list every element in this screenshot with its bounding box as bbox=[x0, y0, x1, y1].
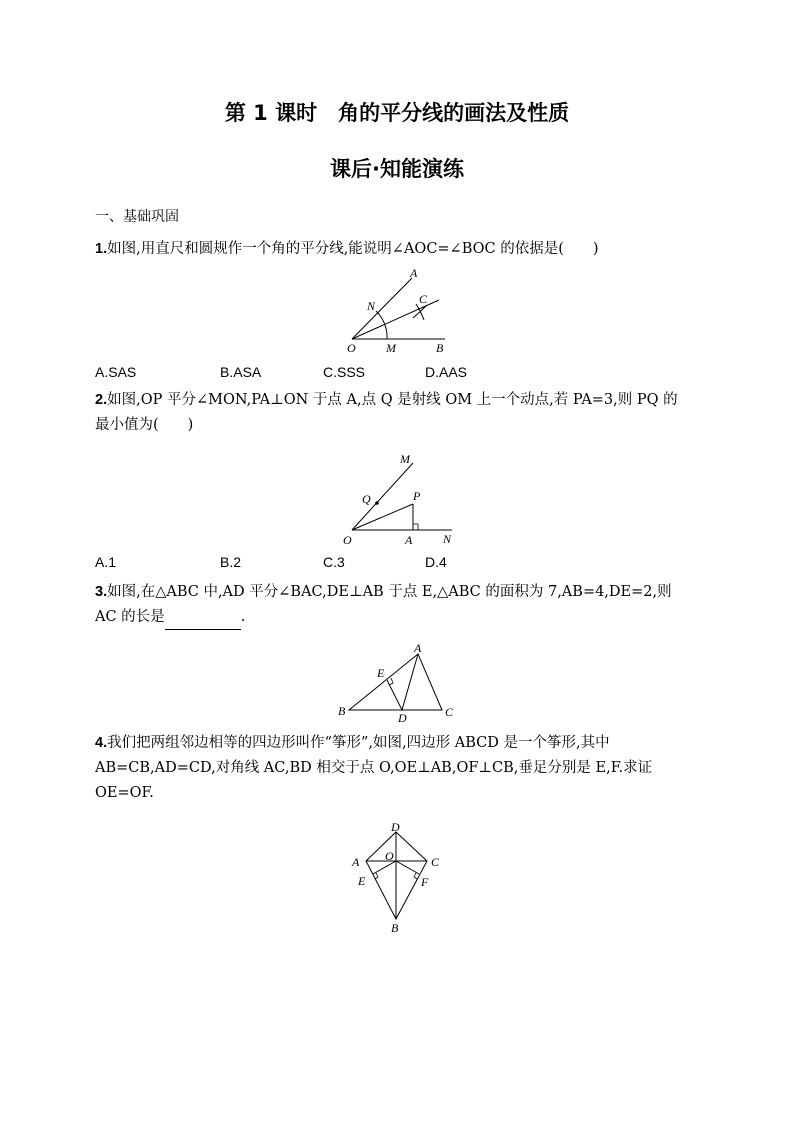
question-text-end: . bbox=[240, 609, 246, 625]
question-text: 如图,用直尺和圆规作一个角的平分线,能说明∠AOC=∠BOC 的依据是( ) bbox=[107, 241, 599, 257]
label-A: A bbox=[410, 266, 418, 280]
label-B: B bbox=[436, 341, 444, 355]
label-E: E bbox=[377, 666, 385, 680]
label-B: B bbox=[338, 704, 346, 718]
label-N: N bbox=[367, 299, 376, 313]
figure-q4-kite bbox=[340, 815, 455, 940]
question-number: 3. bbox=[95, 584, 108, 600]
label-P: P bbox=[413, 489, 421, 503]
option-d[interactable]: D.4 bbox=[425, 554, 447, 570]
question-number: 1. bbox=[95, 241, 108, 257]
label-Q: Q bbox=[362, 492, 371, 506]
question-4 bbox=[95, 731, 695, 806]
label-O: O bbox=[347, 341, 356, 355]
label-O: O bbox=[385, 849, 394, 863]
question-text: 如图,在△ABC 中,AD 平分∠BAC,DE⊥AB 于点 E,△ABC 的面积为 7,AB=4,DE=2,则 bbox=[107, 584, 672, 600]
page-subtitle: 课后·知能演练 bbox=[330, 157, 464, 181]
label-M: M bbox=[400, 452, 410, 466]
label-C: C bbox=[419, 292, 428, 306]
figure-q3-triangle bbox=[330, 640, 465, 725]
label-B: B bbox=[391, 921, 399, 935]
label-A: A bbox=[352, 855, 360, 869]
option-d[interactable]: D.AAS bbox=[425, 364, 468, 380]
label-D: D bbox=[398, 711, 407, 725]
option-a[interactable]: A.1 bbox=[95, 554, 117, 570]
q2-options bbox=[95, 554, 695, 574]
answer-blank[interactable] bbox=[165, 613, 241, 630]
question-text-cont: AB=CB,AD=CD,对角线 AC,BD 相交于点 O,OE⊥AB,OF⊥CB,垂足分别是 E,F.求证 bbox=[95, 760, 653, 776]
label-D: D bbox=[391, 820, 400, 834]
question-text-end: OE=OF. bbox=[95, 785, 154, 801]
option-c[interactable]: C.3 bbox=[323, 554, 345, 570]
option-b[interactable]: B.ASA bbox=[220, 364, 262, 380]
question-text: 如图,OP 平分∠MON,PA⊥ON 于点 A,点 Q 是射线 OM 上一个动点,若 PA=3,则 PQ 的 bbox=[107, 392, 678, 408]
question-text-cont: 最小值为( ) bbox=[95, 417, 194, 433]
label-M: M bbox=[386, 341, 396, 355]
question-3 bbox=[95, 580, 695, 630]
label-O: O bbox=[343, 533, 352, 547]
label-N: N bbox=[443, 532, 452, 546]
option-a[interactable]: A.SAS bbox=[95, 364, 137, 380]
option-c[interactable]: C.SSS bbox=[323, 364, 366, 380]
question-text: 我们把两组邻边相等的四边形叫作“筝形”,如图,四边形 ABCD 是一个筝形,其中 bbox=[107, 735, 610, 751]
label-C: C bbox=[445, 705, 454, 719]
label-A: A bbox=[405, 533, 413, 547]
figure-q1-angle-bisector bbox=[340, 266, 450, 356]
label-C: C bbox=[431, 855, 440, 869]
label-A: A bbox=[414, 641, 422, 655]
question-number: 4. bbox=[95, 735, 108, 751]
option-b[interactable]: B.2 bbox=[220, 554, 242, 570]
figure-q2-angle bbox=[340, 450, 460, 550]
q1-options bbox=[95, 364, 695, 384]
question-1 bbox=[95, 237, 695, 262]
question-number: 2. bbox=[95, 392, 108, 408]
label-F: F bbox=[421, 875, 429, 889]
label-E: E bbox=[358, 874, 366, 888]
question-2 bbox=[95, 388, 695, 438]
question-text-cont: AC 的长是 bbox=[95, 609, 165, 625]
section-heading: 一、基础巩固 bbox=[95, 209, 179, 225]
page-title: 第 1 课时 角的平分线的画法及性质 bbox=[224, 101, 570, 125]
